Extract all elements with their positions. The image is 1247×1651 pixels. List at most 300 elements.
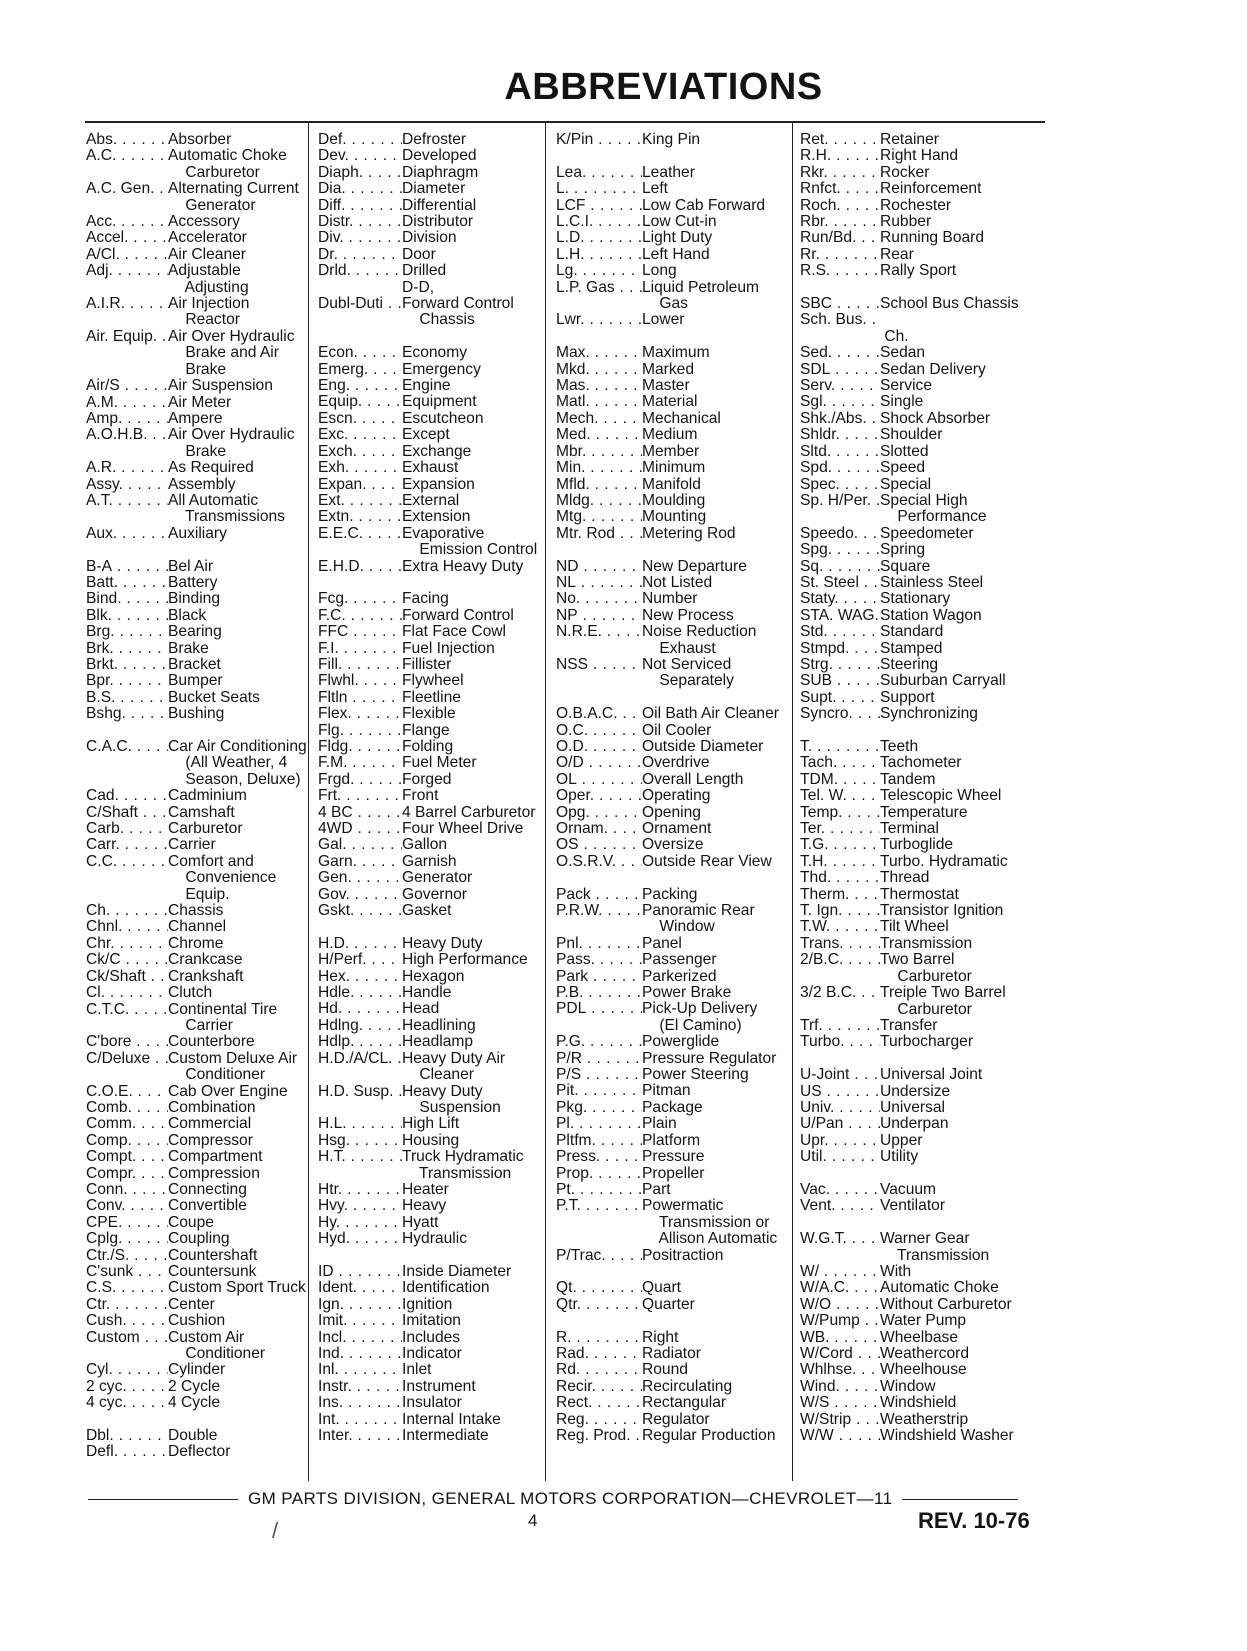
abbreviation-entry — [556, 788, 788, 804]
abbreviation-entry — [800, 952, 1036, 968]
abbreviation-entry — [86, 805, 304, 821]
abbreviation-meaning: Headlining — [402, 1016, 476, 1034]
abbreviation-entry — [800, 1231, 1036, 1247]
abbreviation-entry — [800, 821, 1036, 837]
abbreviation-meaning: Commercial — [168, 1115, 252, 1133]
abbreviation-term: L.D. . . . — [556, 230, 642, 246]
abbreviation-entry — [86, 641, 304, 657]
abbreviation-entry — [318, 1297, 540, 1313]
abbreviation-meaning: New Process — [642, 606, 734, 624]
abbreviation-term: Reg. Prod. . . . — [556, 1428, 642, 1444]
abbreviation-meaning: Rubber — [880, 213, 932, 231]
abbreviation-entry — [86, 329, 304, 345]
abbreviation-entry — [800, 690, 1036, 706]
abbreviation-meaning: Wheelbase — [880, 1328, 959, 1346]
abbreviation-meaning: Transmissions — [168, 508, 285, 526]
abbreviation-term-empty — [86, 444, 168, 460]
abbreviation-term: Tach. . . . — [800, 755, 880, 771]
abbreviation-meaning: Warner Gear — [880, 1230, 970, 1248]
abbreviation-meaning: Rocker — [880, 163, 930, 181]
abbreviation-term-empty — [86, 887, 168, 903]
abbreviation-meaning: Tilt Wheel — [880, 918, 949, 936]
abbreviation-entry — [86, 706, 304, 722]
abbreviation-meaning: Coupe — [168, 1213, 214, 1231]
abbreviation-entry — [86, 1051, 304, 1067]
abbreviation-term: Shk./Abs. . . . — [800, 411, 880, 427]
abbreviation-entry — [556, 1051, 788, 1067]
abbreviation-meaning: Quarter — [642, 1295, 695, 1313]
abbreviation-term: Whlhse. . . . — [800, 1362, 880, 1378]
abbreviation-meaning: Support — [880, 688, 935, 706]
abbreviation-term: R.S. . . . — [800, 263, 880, 279]
abbreviation-meaning: Carburetor — [168, 820, 243, 838]
abbreviation-column-3 — [556, 132, 788, 1444]
abbreviation-continuation — [800, 969, 1036, 985]
abbreviation-meaning: Powermatic — [642, 1197, 724, 1215]
abbreviation-term: R.H. . . . — [800, 148, 880, 164]
abbreviation-entry — [86, 1297, 304, 1313]
abbreviation-column-4 — [800, 132, 1036, 1444]
abbreviation-entry — [318, 1051, 540, 1067]
abbreviation-meaning: Forged — [402, 770, 452, 788]
abbreviation-meaning: Passenger — [642, 951, 717, 969]
abbreviation-term: P/R . . . — [556, 1051, 642, 1067]
abbreviation-entry — [318, 772, 540, 788]
abbreviation-meaning: Except — [402, 426, 450, 444]
abbreviation-meaning: Bushing — [168, 705, 225, 723]
abbreviation-entry — [318, 854, 540, 870]
abbreviation-meaning: Air Over Hydraulic — [168, 327, 295, 345]
abbreviation-meaning: Economy — [402, 344, 468, 362]
abbreviation-meaning: Left — [642, 180, 669, 198]
abbreviation-meaning: Single — [880, 393, 924, 411]
abbreviation-meaning: Handle — [402, 984, 452, 1002]
abbreviation-entry — [556, 1362, 788, 1378]
abbreviation-term: Cl. . . . — [86, 985, 168, 1001]
abbreviation-entry — [800, 1412, 1036, 1428]
abbreviation-entry — [86, 1395, 304, 1411]
abbreviation-meaning: Manifold — [642, 475, 701, 493]
abbreviation-meaning: Developed — [402, 147, 477, 165]
abbreviation-meaning: Positraction — [642, 1246, 724, 1264]
abbreviation-term: P.G. . . . — [556, 1034, 642, 1050]
abbreviation-term: Rect. . . . — [556, 1395, 642, 1411]
abbreviation-entry — [556, 805, 788, 821]
abbreviation-meaning: Metering Rod — [642, 524, 736, 542]
abbreviation-term-empty — [86, 165, 168, 181]
stray-pen-mark: / — [272, 1518, 279, 1543]
abbreviation-entry — [556, 591, 788, 607]
abbreviation-entry — [318, 427, 540, 443]
abbreviation-meaning: Gallon — [402, 836, 448, 854]
abbreviation-continuation — [556, 1018, 788, 1034]
abbreviation-entry — [318, 1198, 540, 1214]
abbreviation-meaning: Door — [402, 245, 436, 263]
spacer — [318, 1248, 540, 1264]
abbreviation-meaning: Clutch — [168, 984, 213, 1002]
abbreviation-entry — [556, 444, 788, 460]
abbreviation-meaning: Flexible — [402, 705, 456, 723]
abbreviation-meaning: Member — [642, 442, 700, 460]
abbreviation-term: Mbr. . . . — [556, 444, 642, 460]
abbreviation-meaning: Countershaft — [168, 1246, 258, 1264]
abbreviation-term: Speedo. . . . — [800, 526, 880, 542]
abbreviation-meaning: Gasket — [402, 902, 452, 920]
abbreviation-entry — [556, 493, 788, 509]
abbreviation-entry — [318, 936, 540, 952]
abbreviation-meaning: Head — [402, 1000, 440, 1018]
abbreviation-entry — [318, 247, 540, 263]
abbreviation-entry — [800, 526, 1036, 542]
abbreviation-entry — [318, 411, 540, 427]
abbreviation-entry — [556, 755, 788, 771]
abbreviation-meaning: Part — [642, 1180, 671, 1198]
abbreviation-entry — [318, 394, 540, 410]
abbreviation-entry — [318, 559, 540, 575]
abbreviation-term: F.C. . . . — [318, 608, 402, 624]
abbreviation-term: O.C. . . . — [556, 723, 642, 739]
abbreviation-continuation — [800, 329, 1036, 345]
abbreviation-entry — [800, 444, 1036, 460]
abbreviation-meaning: Transfer — [880, 1016, 938, 1034]
abbreviation-meaning: Alternating Current — [168, 180, 299, 198]
abbreviation-meaning: Facing — [402, 590, 449, 608]
abbreviation-term-empty — [800, 1002, 880, 1018]
abbreviation-entry — [318, 788, 540, 804]
abbreviation-entry — [86, 657, 304, 673]
abbreviation-entry — [318, 1018, 540, 1034]
abbreviation-term: U/Pan . . . — [800, 1116, 880, 1132]
abbreviation-term: Rbr. . . . — [800, 214, 880, 230]
abbreviation-term: T.G. . . . — [800, 837, 880, 853]
abbreviation-entry — [86, 460, 304, 476]
abbreviation-continuation — [800, 1002, 1036, 1018]
abbreviation-entry — [800, 673, 1036, 689]
abbreviation-meaning: Bucket Seats — [168, 688, 260, 706]
spacer — [800, 1166, 1036, 1182]
abbreviation-term: Mtg. . . . — [556, 509, 642, 525]
abbreviation-term: Reg. . . . — [556, 1412, 642, 1428]
abbreviation-meaning: Fuel Injection — [402, 639, 495, 657]
abbreviation-entry — [556, 985, 788, 1001]
footer — [88, 1489, 1018, 1509]
abbreviation-meaning: Right — [642, 1328, 679, 1346]
abbreviation-meaning: Tandem — [880, 770, 936, 788]
abbreviation-term: Ornam. . . . — [556, 821, 642, 837]
abbreviation-meaning: Crankcase — [168, 951, 243, 969]
abbreviation-term: W/Pump . . . — [800, 1313, 880, 1329]
abbreviation-term: No. . . . — [556, 591, 642, 607]
abbreviation-entry — [556, 1346, 788, 1362]
abbreviation-entry — [556, 1133, 788, 1149]
abbreviation-term-empty — [556, 641, 642, 657]
abbreviation-entry — [318, 624, 540, 640]
abbreviation-meaning: Differential — [402, 196, 477, 214]
abbreviation-entry — [800, 394, 1036, 410]
spacer — [318, 919, 540, 935]
abbreviation-entry — [86, 673, 304, 689]
abbreviation-entry — [86, 296, 304, 312]
abbreviation-entry — [86, 263, 304, 279]
abbreviation-term: Dbl. . . . — [86, 1428, 168, 1444]
abbreviation-meaning: Hydraulic — [402, 1230, 467, 1248]
abbreviation-meaning: Exchange — [402, 442, 472, 460]
abbreviation-meaning: 4 Cycle — [168, 1394, 220, 1412]
abbreviation-meaning: Performance — [880, 508, 987, 526]
abbreviation-meaning: Custom Air — [168, 1328, 245, 1346]
abbreviation-meaning: Forward Control — [402, 606, 514, 624]
abbreviation-continuation — [556, 641, 788, 657]
abbreviation-term: Hex. . . . — [318, 969, 402, 985]
abbreviation-entry — [800, 1346, 1036, 1362]
abbreviation-term: NL . . . — [556, 575, 642, 591]
abbreviation-continuation — [86, 870, 304, 886]
abbreviation-entry — [556, 952, 788, 968]
abbreviation-term: H.D. Susp. . . . — [318, 1084, 402, 1100]
abbreviation-entry — [800, 657, 1036, 673]
abbreviation-term: L.P. Gas . . . — [556, 280, 642, 296]
abbreviation-term: Temp. . . . — [800, 805, 880, 821]
abbreviation-meaning: Windshield — [880, 1394, 957, 1412]
abbreviation-term: Batt. . . . — [86, 575, 168, 591]
abbreviation-term: ID . . . — [318, 1264, 402, 1280]
footer-text: GM PARTS DIVISION, GENERAL MOTORS CORPORATION—CHEVROLET—11 — [248, 1489, 893, 1508]
abbreviation-term: Fldg. . . . — [318, 739, 402, 755]
abbreviation-entry — [86, 395, 304, 411]
abbreviation-term: Inl. . . . — [318, 1362, 402, 1378]
abbreviation-meaning: Universal — [880, 1098, 945, 1116]
abbreviation-continuation — [86, 772, 304, 788]
abbreviation-term: 4WD . . . — [318, 821, 402, 837]
abbreviation-entry — [800, 887, 1036, 903]
abbreviation-term-empty — [86, 755, 168, 771]
abbreviation-term: Incl. . . . — [318, 1330, 402, 1346]
abbreviation-meaning: Automatic Choke — [168, 147, 287, 165]
abbreviation-meaning: Bracket — [168, 655, 221, 673]
abbreviation-term: Frgd. . . . — [318, 772, 402, 788]
abbreviation-term: W/ . . . — [800, 1264, 880, 1280]
abbreviation-term: Mldg. . . . — [556, 493, 642, 509]
abbreviation-entry — [86, 591, 304, 607]
abbreviation-meaning: Reactor — [168, 311, 240, 329]
abbreviation-meaning: Comfort and — [168, 852, 254, 870]
abbreviation-entry — [800, 1149, 1036, 1165]
abbreviation-continuation — [800, 509, 1036, 525]
abbreviation-meaning: Brake — [168, 639, 209, 657]
abbreviation-meaning: Chrome — [168, 934, 224, 952]
abbreviation-term: Cplg. . . . — [86, 1231, 168, 1247]
abbreviation-meaning: Double — [168, 1427, 218, 1445]
abbreviation-entry — [800, 706, 1036, 722]
abbreviation-column-2 — [318, 132, 540, 1444]
abbreviation-term-empty — [86, 509, 168, 525]
abbreviation-entry — [556, 969, 788, 985]
abbreviation-entry — [800, 1100, 1036, 1116]
abbreviation-meaning: Fillister — [402, 655, 452, 673]
abbreviation-term: H.D./A/CL. . . . — [318, 1051, 402, 1067]
abbreviation-entry — [86, 181, 304, 197]
abbreviation-entry — [86, 1248, 304, 1264]
abbreviation-meaning: Exhaust — [642, 639, 716, 657]
abbreviation-entry — [556, 608, 788, 624]
abbreviation-entry — [318, 985, 540, 1001]
abbreviation-term: F.M. . . . — [318, 755, 402, 771]
abbreviation-entry — [86, 148, 304, 164]
abbreviation-meaning: Conditioner — [168, 1066, 266, 1084]
abbreviation-meaning: Channel — [168, 918, 227, 936]
abbreviation-meaning: Master — [642, 377, 690, 395]
abbreviation-meaning: Transmission or — [642, 1213, 770, 1231]
abbreviation-entry — [318, 1133, 540, 1149]
abbreviation-entry — [556, 1428, 788, 1444]
abbreviation-entry — [86, 969, 304, 985]
abbreviation-term: Brkt. . . . — [86, 657, 168, 673]
abbreviation-term: Oper. . . . — [556, 788, 642, 804]
abbreviation-term: H.L. . . . — [318, 1116, 402, 1132]
abbreviation-meaning: Emergency — [402, 360, 481, 378]
abbreviation-entry — [86, 608, 304, 624]
abbreviation-entry — [86, 952, 304, 968]
abbreviation-entry — [86, 1231, 304, 1247]
abbreviation-entry — [318, 1395, 540, 1411]
abbreviation-meaning: Bearing — [168, 623, 222, 641]
abbreviation-term: Pltfm. . . . — [556, 1133, 642, 1149]
abbreviation-meaning: Long — [642, 262, 677, 280]
abbreviation-entry — [86, 854, 304, 870]
abbreviation-entry — [556, 132, 788, 148]
abbreviation-term: Air/S . . . — [86, 378, 168, 394]
abbreviation-continuation — [86, 1067, 304, 1083]
abbreviation-meaning: Reinforcement — [880, 180, 982, 198]
abbreviation-entry — [318, 657, 540, 673]
column-divider — [545, 121, 546, 1481]
abbreviation-meaning: Air Meter — [168, 393, 232, 411]
abbreviation-term: Escn. . . . — [318, 411, 402, 427]
abbreviation-entry — [800, 755, 1036, 771]
abbreviation-meaning: Convenience — [168, 869, 277, 887]
abbreviation-meaning: Absorber — [168, 131, 232, 148]
abbreviation-entry — [318, 1182, 540, 1198]
abbreviation-term: Hvy. . . . — [318, 1198, 402, 1214]
abbreviation-term: Comm. . . . — [86, 1116, 168, 1132]
abbreviation-meaning: Automatic Choke — [880, 1279, 999, 1297]
abbreviation-term: Exh. . . . — [318, 460, 402, 476]
abbreviation-continuation — [318, 312, 540, 328]
abbreviation-meaning: Heavy — [402, 1197, 447, 1215]
abbreviation-entry — [800, 214, 1036, 230]
abbreviation-term: Vent. . . . — [800, 1198, 880, 1214]
abbreviation-continuation — [556, 1231, 788, 1247]
abbreviation-term: L.C.I. . . . — [556, 214, 642, 230]
abbreviation-term: FFC . . . — [318, 624, 402, 640]
abbreviation-term-empty — [86, 312, 168, 328]
abbreviation-term: Diff. . . . — [318, 198, 402, 214]
abbreviation-term: Opg. . . . — [556, 805, 642, 821]
abbreviation-meaning: Mechanical — [642, 409, 721, 427]
abbreviation-meaning: Ornament — [642, 820, 712, 837]
abbreviation-term: WB. . . . — [800, 1330, 880, 1346]
abbreviation-entry — [556, 1379, 788, 1395]
abbreviation-entry — [800, 148, 1036, 164]
abbreviation-term: Staty. . . . — [800, 591, 880, 607]
abbreviation-meaning: Light Duty — [642, 229, 713, 247]
abbreviation-term: Ch. . . . — [86, 903, 168, 919]
abbreviation-term: Sltd. . . . — [800, 444, 880, 460]
abbreviation-term: A.O.H.B. . . . — [86, 427, 168, 443]
abbreviation-meaning: Outside Diameter — [642, 737, 764, 755]
abbreviation-meaning: Crankshaft — [168, 967, 244, 985]
abbreviation-entry — [556, 181, 788, 197]
abbreviation-meaning: Spring — [880, 541, 926, 559]
abbreviation-entry — [86, 624, 304, 640]
abbreviation-meaning: Panoramic Rear — [642, 902, 755, 920]
abbreviation-term: Tel. W. . . . — [800, 788, 880, 804]
abbreviation-term: W/Strip . . . — [800, 1412, 880, 1428]
abbreviation-meaning: Weathercord — [880, 1344, 969, 1362]
abbreviation-term: B-A . . . — [86, 559, 168, 575]
abbreviation-continuation — [556, 673, 788, 689]
abbreviation-term: Thd. . . . — [800, 870, 880, 886]
abbreviation-entry — [556, 1034, 788, 1050]
abbreviation-term: Vac. . . . — [800, 1182, 880, 1198]
abbreviation-entry — [86, 493, 304, 509]
abbreviation-term: ND . . . — [556, 559, 642, 575]
abbreviation-term: C.C. . . . — [86, 854, 168, 870]
abbreviation-entry — [556, 460, 788, 476]
abbreviation-meaning: Countersunk — [168, 1263, 257, 1280]
abbreviation-entry — [556, 1330, 788, 1346]
abbreviation-term: Pl. . . . — [556, 1116, 642, 1132]
abbreviation-term: Mkd. . . . — [556, 362, 642, 378]
abbreviation-term: Gov. . . . — [318, 887, 402, 903]
abbreviation-meaning: Drilled — [402, 262, 447, 280]
spacer — [86, 542, 304, 558]
abbreviation-meaning: Undersize — [880, 1082, 951, 1100]
abbreviation-meaning: Connecting — [168, 1180, 247, 1198]
abbreviation-entry — [318, 1149, 540, 1165]
abbreviation-entry — [800, 772, 1036, 788]
abbreviation-meaning: Conditioner — [168, 1345, 266, 1363]
abbreviation-meaning: D-D, — [402, 278, 435, 296]
abbreviation-entry — [556, 624, 788, 640]
abbreviation-term: Expan. . . . — [318, 477, 402, 493]
abbreviation-entry — [318, 181, 540, 197]
abbreviation-term: C/Deluxe . . . — [86, 1051, 168, 1067]
column-divider — [792, 121, 793, 1481]
abbreviation-term: Park . . . — [556, 969, 642, 985]
abbreviation-entry — [800, 1395, 1036, 1411]
abbreviation-meaning: Ignition — [402, 1295, 453, 1313]
abbreviation-meaning: Transmission — [880, 1246, 990, 1264]
abbreviation-term: Ext. . . . — [318, 493, 402, 509]
abbreviation-entry — [318, 706, 540, 722]
abbreviation-entry — [318, 509, 540, 525]
abbreviation-term: Sp. H/Per. . . . — [800, 493, 880, 509]
abbreviation-meaning: Rectangular — [642, 1394, 727, 1412]
abbreviation-meaning: Diameter — [402, 180, 466, 198]
abbreviation-meaning: Continental Tire — [168, 1000, 278, 1018]
abbreviation-meaning: Pitman — [642, 1082, 691, 1100]
abbreviation-entry — [86, 919, 304, 935]
abbreviation-term: Eng. . . . — [318, 378, 402, 394]
abbreviation-term: Carr. . . . — [86, 837, 168, 853]
abbreviation-term: A.I.R. . . . — [86, 296, 168, 312]
abbreviation-entry — [318, 493, 540, 509]
abbreviation-meaning: Leather — [642, 163, 695, 181]
abbreviation-meaning: Terminal — [880, 820, 939, 838]
abbreviation-meaning: Pressure — [642, 1148, 705, 1166]
spacer — [556, 870, 788, 886]
